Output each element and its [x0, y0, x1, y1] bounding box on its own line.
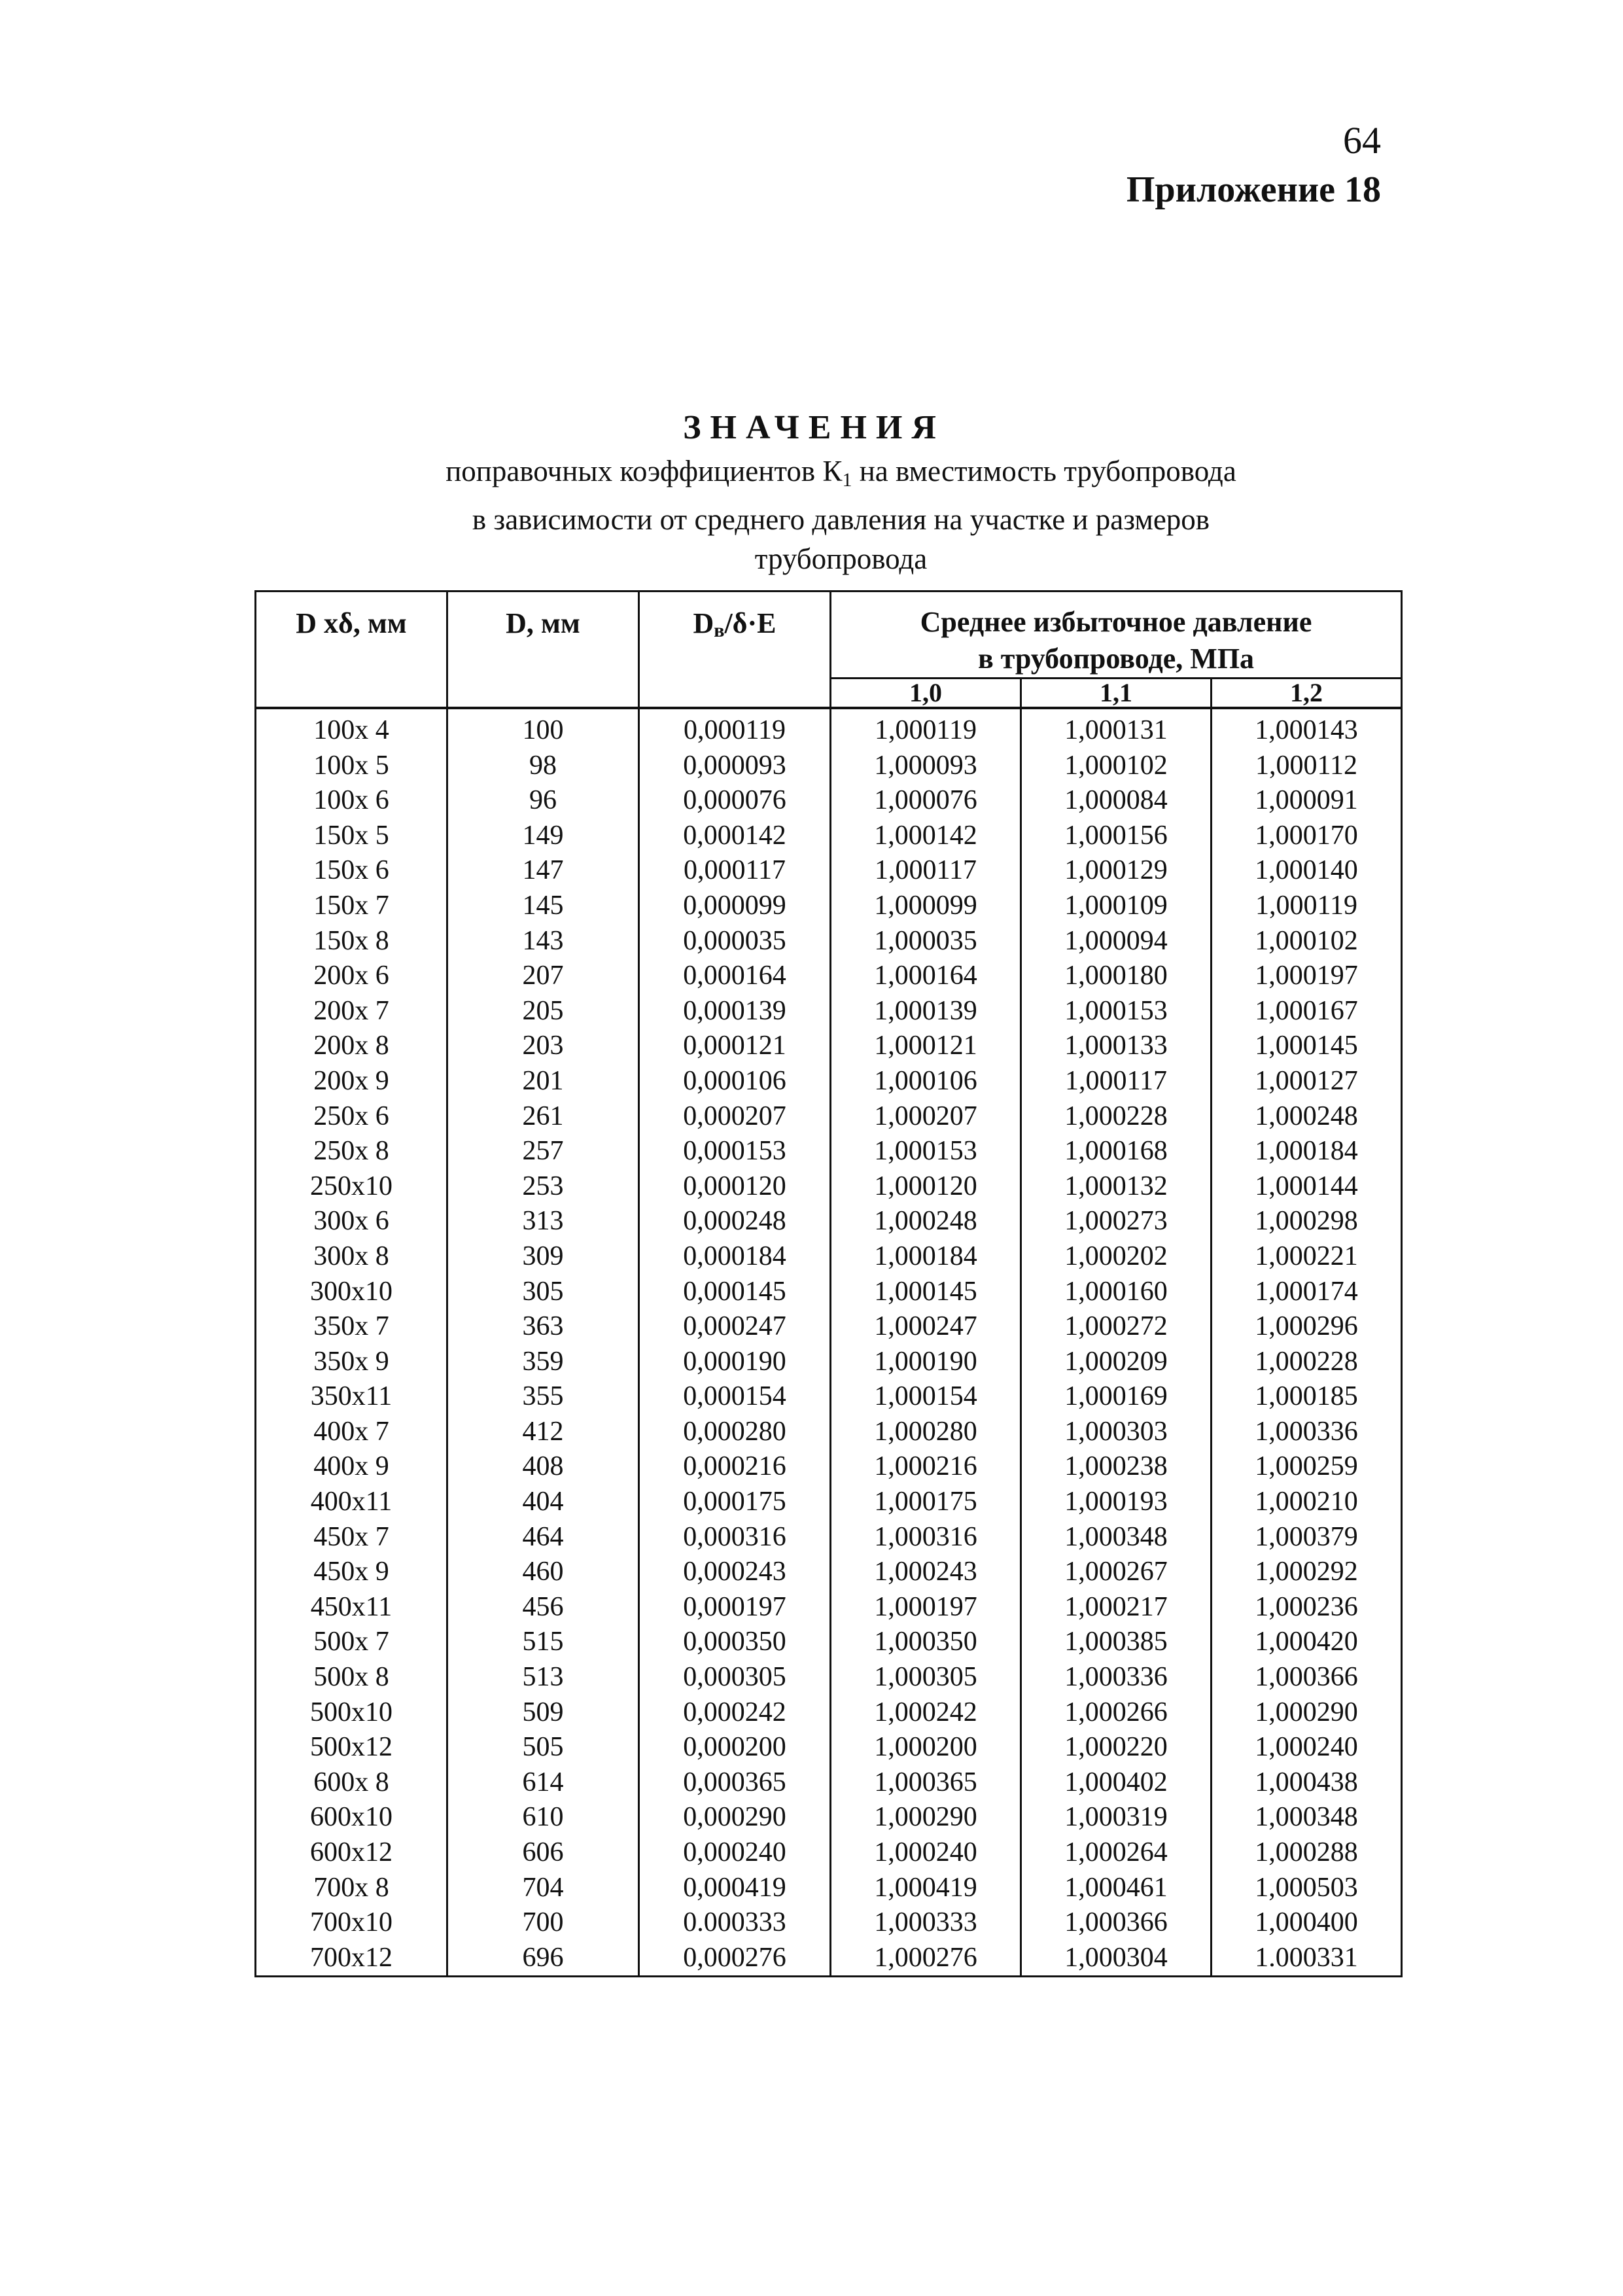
cell-ratio: 0,000139 — [639, 994, 831, 1029]
header-pressure-1-2: 1,2 — [1212, 679, 1402, 709]
cell-k-1-0: 1,000305 — [831, 1660, 1021, 1695]
cell-ratio: 0,000316 — [639, 1520, 831, 1555]
header-pressure-line1: Среднее избыточное давление — [920, 606, 1312, 638]
cell-d: 145 — [447, 889, 639, 924]
table-row — [256, 1239, 1402, 1275]
cell-k-1-0: 1,000093 — [831, 749, 1021, 784]
cell-k-1-1: 1,000304 — [1021, 1941, 1212, 1977]
table-row — [256, 853, 1402, 889]
table-row — [256, 1871, 1402, 1906]
cell-ratio: 0,000093 — [639, 749, 831, 784]
cell-k-1-2: 1,000144 — [1212, 1169, 1402, 1205]
table-row — [256, 1415, 1402, 1450]
header-dxs: D xδ, мм — [256, 592, 447, 709]
cell-k-1-0: 1,000243 — [831, 1555, 1021, 1590]
cell-d: 363 — [447, 1309, 639, 1345]
cell-k-1-0: 1,000175 — [831, 1485, 1021, 1520]
cell-k-1-2: 1,000290 — [1212, 1695, 1402, 1731]
cell-k-1-1: 1,000153 — [1021, 994, 1212, 1029]
cell-k-1-2: 1,000210 — [1212, 1485, 1402, 1520]
cell-ratio: 0,000106 — [639, 1064, 831, 1099]
cell-ratio: 0,000248 — [639, 1204, 831, 1239]
cell-ratio: 0,000142 — [639, 819, 831, 854]
cell-dxs: 500x 8 — [256, 1660, 447, 1695]
cell-ratio: 0,000145 — [639, 1275, 831, 1310]
cell-k-1-0: 1,000164 — [831, 959, 1021, 994]
cell-d: 515 — [447, 1625, 639, 1660]
cell-k-1-0: 1,000139 — [831, 994, 1021, 1029]
cell-d: 305 — [447, 1275, 639, 1310]
cell-dxs: 200x 7 — [256, 994, 447, 1029]
cell-k-1-2: 1,000236 — [1212, 1590, 1402, 1625]
cell-ratio: 0,000419 — [639, 1871, 831, 1906]
cell-d: 700 — [447, 1905, 639, 1941]
cell-k-1-0: 1,000197 — [831, 1590, 1021, 1625]
table-row — [256, 1800, 1402, 1835]
cell-ratio: 0,000153 — [639, 1134, 831, 1169]
cell-dxs: 150x 7 — [256, 889, 447, 924]
cell-k-1-1: 1,000319 — [1021, 1800, 1212, 1835]
cell-dxs: 250x 8 — [256, 1134, 447, 1169]
cell-ratio: 0,000121 — [639, 1029, 831, 1064]
cell-dxs: 200x 6 — [256, 959, 447, 994]
table-row — [256, 1099, 1402, 1135]
table-row — [256, 1835, 1402, 1871]
table-row — [256, 1345, 1402, 1380]
header-ratio-sub: в — [714, 620, 725, 641]
cell-ratio: 0,000247 — [639, 1309, 831, 1345]
cell-dxs: 100x 5 — [256, 749, 447, 784]
cell-d: 509 — [447, 1695, 639, 1731]
cell-dxs: 600x10 — [256, 1800, 447, 1835]
cell-ratio: 0,000350 — [639, 1625, 831, 1660]
cell-k-1-1: 1,000336 — [1021, 1660, 1212, 1695]
table-body — [256, 708, 1402, 1977]
cell-d: 412 — [447, 1415, 639, 1450]
header-ratio — [639, 592, 831, 709]
table-row — [256, 1520, 1402, 1555]
cell-dxs: 150x 5 — [256, 819, 447, 854]
cell-dxs: 700x12 — [256, 1941, 447, 1977]
cell-k-1-2: 1,000197 — [1212, 959, 1402, 994]
header-pressure-line2: в трубопроводе, МПа — [977, 643, 1255, 675]
cell-ratio: 0,000117 — [639, 853, 831, 889]
cell-k-1-1: 1,000180 — [1021, 959, 1212, 994]
cell-d: 147 — [447, 853, 639, 889]
cell-k-1-2: 1,000127 — [1212, 1064, 1402, 1099]
cell-k-1-2: 1,000292 — [1212, 1555, 1402, 1590]
cell-k-1-1: 1,000109 — [1021, 889, 1212, 924]
cell-k-1-0: 1,000035 — [831, 924, 1021, 959]
subtitle-line3: трубопровода — [754, 542, 928, 575]
cell-k-1-2: 1,000259 — [1212, 1449, 1402, 1485]
table-row — [256, 1275, 1402, 1310]
cell-d: 614 — [447, 1765, 639, 1801]
cell-dxs: 300x10 — [256, 1275, 447, 1310]
cell-k-1-1: 1,000366 — [1021, 1905, 1212, 1941]
table-row — [256, 994, 1402, 1029]
table-row — [256, 1590, 1402, 1625]
cell-dxs: 700x10 — [256, 1905, 447, 1941]
cell-k-1-0: 1,000145 — [831, 1275, 1021, 1310]
cell-k-1-1: 1,000117 — [1021, 1064, 1212, 1099]
cell-k-1-1: 1,000348 — [1021, 1520, 1212, 1555]
cell-k-1-1: 1,000267 — [1021, 1555, 1212, 1590]
cell-dxs: 150x 8 — [256, 924, 447, 959]
cell-k-1-2: 1,000184 — [1212, 1134, 1402, 1169]
table-row — [256, 1941, 1402, 1977]
table-row — [256, 1134, 1402, 1169]
cell-dxs: 400x 9 — [256, 1449, 447, 1485]
cell-dxs: 350x11 — [256, 1379, 447, 1415]
table-row — [256, 783, 1402, 819]
cell-k-1-1: 1,000168 — [1021, 1134, 1212, 1169]
cell-k-1-1: 1,000266 — [1021, 1695, 1212, 1731]
cell-dxs: 350x 7 — [256, 1309, 447, 1345]
cell-d: 513 — [447, 1660, 639, 1695]
cell-k-1-0: 1,000142 — [831, 819, 1021, 854]
cell-k-1-1: 1,000209 — [1021, 1345, 1212, 1380]
cell-d: 100 — [447, 708, 639, 749]
cell-k-1-2: 1,000228 — [1212, 1345, 1402, 1380]
cell-k-1-0: 1,000240 — [831, 1835, 1021, 1871]
cell-k-1-1: 1,000094 — [1021, 924, 1212, 959]
cell-k-1-2: 1,000185 — [1212, 1379, 1402, 1415]
subtitle-line1-pre: поправочных коэффициентов К — [445, 455, 843, 487]
header-pressure-1-0: 1,0 — [831, 679, 1021, 709]
cell-dxs: 250x 6 — [256, 1099, 447, 1135]
cell-k-1-0: 1,000119 — [831, 708, 1021, 749]
cell-d: 313 — [447, 1204, 639, 1239]
cell-dxs: 450x 9 — [256, 1555, 447, 1590]
cell-ratio: 0,000305 — [639, 1660, 831, 1695]
cell-dxs: 700x 8 — [256, 1871, 447, 1906]
cell-k-1-1: 1,000169 — [1021, 1379, 1212, 1415]
cell-d: 201 — [447, 1064, 639, 1099]
cell-dxs: 500x12 — [256, 1730, 447, 1765]
cell-k-1-0: 1,000207 — [831, 1099, 1021, 1135]
table-row — [256, 1309, 1402, 1345]
cell-d: 404 — [447, 1485, 639, 1520]
cell-k-1-0: 1,000106 — [831, 1064, 1021, 1099]
subtitle-line2: в зависимости от среднего давления на участке и размеров — [472, 503, 1210, 536]
cell-ratio: 0,000276 — [639, 1941, 831, 1977]
cell-dxs: 600x12 — [256, 1835, 447, 1871]
cell-k-1-2: 1,000400 — [1212, 1905, 1402, 1941]
header-d: D, мм — [447, 592, 639, 709]
cell-k-1-2: 1,000296 — [1212, 1309, 1402, 1345]
cell-k-1-1: 1,000193 — [1021, 1485, 1212, 1520]
cell-d: 205 — [447, 994, 639, 1029]
cell-k-1-1: 1,000217 — [1021, 1590, 1212, 1625]
cell-dxs: 100x 4 — [256, 708, 447, 749]
table-row — [256, 708, 1402, 749]
cell-d: 464 — [447, 1520, 639, 1555]
table-row — [256, 889, 1402, 924]
cell-k-1-0: 1,000184 — [831, 1239, 1021, 1275]
cell-k-1-1: 1,000202 — [1021, 1239, 1212, 1275]
cell-d: 309 — [447, 1239, 639, 1275]
cell-ratio: 0,000164 — [639, 959, 831, 994]
cell-k-1-2: 1,000336 — [1212, 1415, 1402, 1450]
appendix-label: Приложение 18 — [1126, 169, 1381, 210]
cell-k-1-1: 1,000160 — [1021, 1275, 1212, 1310]
cell-ratio: 0,000365 — [639, 1765, 831, 1801]
cell-ratio: 0,000243 — [639, 1555, 831, 1590]
cell-k-1-2: 1,000248 — [1212, 1099, 1402, 1135]
table-row — [256, 959, 1402, 994]
cell-d: 143 — [447, 924, 639, 959]
table-row — [256, 1379, 1402, 1415]
cell-ratio: 0,000120 — [639, 1169, 831, 1205]
title-block — [0, 404, 1623, 578]
cell-d: 257 — [447, 1134, 639, 1169]
cell-k-1-2: 1,000102 — [1212, 924, 1402, 959]
cell-dxs: 500x10 — [256, 1695, 447, 1731]
cell-ratio: 0,000099 — [639, 889, 831, 924]
cell-k-1-0: 1,000216 — [831, 1449, 1021, 1485]
cell-d: 696 — [447, 1941, 639, 1977]
document-subtitle — [292, 451, 1332, 578]
cell-k-1-1: 1,000228 — [1021, 1099, 1212, 1135]
cell-k-1-1: 1,000264 — [1021, 1835, 1212, 1871]
cell-k-1-1: 1,000102 — [1021, 749, 1212, 784]
cell-k-1-2: 1,000288 — [1212, 1835, 1402, 1871]
header-ratio-pre: D — [693, 607, 714, 639]
cell-dxs: 400x11 — [256, 1485, 447, 1520]
cell-k-1-2: 1.000331 — [1212, 1941, 1402, 1977]
cell-k-1-0: 1,000365 — [831, 1765, 1021, 1801]
cell-k-1-0: 1,000248 — [831, 1204, 1021, 1239]
cell-k-1-0: 1,000153 — [831, 1134, 1021, 1169]
document-title: ЗНАЧЕНИЯ — [683, 409, 945, 446]
cell-dxs: 450x11 — [256, 1590, 447, 1625]
cell-d: 261 — [447, 1099, 639, 1135]
cell-d: 355 — [447, 1379, 639, 1415]
cell-k-1-2: 1,000143 — [1212, 708, 1402, 749]
cell-ratio: 0,000190 — [639, 1345, 831, 1380]
cell-d: 505 — [447, 1730, 639, 1765]
cell-ratio: 0,000184 — [639, 1239, 831, 1275]
cell-d: 408 — [447, 1449, 639, 1485]
header-ratio-post: /δ·E — [724, 607, 777, 639]
cell-dxs: 350x 9 — [256, 1345, 447, 1380]
table-row — [256, 1169, 1402, 1205]
subtitle-subscript: 1 — [842, 469, 852, 491]
cell-k-1-2: 1,000348 — [1212, 1800, 1402, 1835]
cell-d: 704 — [447, 1871, 639, 1906]
cell-ratio: 0,000290 — [639, 1800, 831, 1835]
cell-dxs: 500x 7 — [256, 1625, 447, 1660]
cell-k-1-0: 1,000154 — [831, 1379, 1021, 1415]
cell-ratio: 0.000333 — [639, 1905, 831, 1941]
cell-dxs: 450x 7 — [256, 1520, 447, 1555]
cell-k-1-0: 1,000190 — [831, 1345, 1021, 1380]
cell-k-1-2: 1,000298 — [1212, 1204, 1402, 1239]
cell-k-1-2: 1,000366 — [1212, 1660, 1402, 1695]
cell-d: 610 — [447, 1800, 639, 1835]
cell-d: 456 — [447, 1590, 639, 1625]
table-row — [256, 1449, 1402, 1485]
cell-ratio: 0,000154 — [639, 1379, 831, 1415]
cell-dxs: 100x 6 — [256, 783, 447, 819]
subtitle-line1-post: на вместимость трубопровода — [852, 455, 1236, 487]
cell-k-1-0: 1,000333 — [831, 1905, 1021, 1941]
cell-k-1-1: 1,000129 — [1021, 853, 1212, 889]
table-row — [256, 1695, 1402, 1731]
cell-k-1-2: 1,000174 — [1212, 1275, 1402, 1310]
cell-d: 96 — [447, 783, 639, 819]
cell-ratio: 0,000280 — [639, 1415, 831, 1450]
table-row — [256, 819, 1402, 854]
coefficients-table — [254, 590, 1403, 1977]
page-number: 64 — [1343, 119, 1381, 162]
cell-k-1-1: 1,000303 — [1021, 1415, 1212, 1450]
cell-k-1-2: 1,000112 — [1212, 749, 1402, 784]
cell-ratio: 0,000216 — [639, 1449, 831, 1485]
cell-k-1-1: 1,000402 — [1021, 1765, 1212, 1801]
cell-d: 149 — [447, 819, 639, 854]
cell-k-1-0: 1,000117 — [831, 853, 1021, 889]
cell-k-1-1: 1,000156 — [1021, 819, 1212, 854]
cell-k-1-2: 1,000379 — [1212, 1520, 1402, 1555]
table-row — [256, 1905, 1402, 1941]
table-row — [256, 1485, 1402, 1520]
cell-k-1-1: 1,000131 — [1021, 708, 1212, 749]
table-row — [256, 1555, 1402, 1590]
cell-dxs: 300x 6 — [256, 1204, 447, 1239]
header-pressure-group — [831, 592, 1402, 679]
cell-k-1-1: 1,000461 — [1021, 1871, 1212, 1906]
cell-d: 460 — [447, 1555, 639, 1590]
cell-k-1-2: 1,000438 — [1212, 1765, 1402, 1801]
cell-k-1-2: 1,000420 — [1212, 1625, 1402, 1660]
cell-k-1-1: 1,000238 — [1021, 1449, 1212, 1485]
cell-ratio: 0,000200 — [639, 1730, 831, 1765]
cell-k-1-1: 1,000220 — [1021, 1730, 1212, 1765]
cell-d: 253 — [447, 1169, 639, 1205]
cell-ratio: 0,000119 — [639, 708, 831, 749]
cell-k-1-0: 1,000290 — [831, 1800, 1021, 1835]
cell-dxs: 300x 8 — [256, 1239, 447, 1275]
cell-ratio: 0,000242 — [639, 1695, 831, 1731]
cell-ratio: 0,000035 — [639, 924, 831, 959]
table-row — [256, 749, 1402, 784]
cell-k-1-0: 1,000121 — [831, 1029, 1021, 1064]
cell-ratio: 0,000197 — [639, 1590, 831, 1625]
cell-k-1-0: 1,000419 — [831, 1871, 1021, 1906]
cell-k-1-1: 1,000133 — [1021, 1029, 1212, 1064]
table-row — [256, 924, 1402, 959]
cell-d: 606 — [447, 1835, 639, 1871]
table-row — [256, 1730, 1402, 1765]
table-row — [256, 1625, 1402, 1660]
cell-k-1-2: 1,000091 — [1212, 783, 1402, 819]
table-row — [256, 1204, 1402, 1239]
cell-k-1-2: 1,000221 — [1212, 1239, 1402, 1275]
cell-k-1-0: 1,000076 — [831, 783, 1021, 819]
cell-k-1-1: 1,000132 — [1021, 1169, 1212, 1205]
cell-d: 98 — [447, 749, 639, 784]
cell-k-1-1: 1,000084 — [1021, 783, 1212, 819]
cell-ratio: 0,000175 — [639, 1485, 831, 1520]
cell-k-1-2: 1,000167 — [1212, 994, 1402, 1029]
cell-k-1-1: 1,000385 — [1021, 1625, 1212, 1660]
table-row — [256, 1765, 1402, 1801]
table-row — [256, 1660, 1402, 1695]
cell-dxs: 600x 8 — [256, 1765, 447, 1801]
header-pressure-1-1: 1,1 — [1021, 679, 1212, 709]
cell-k-1-0: 1,000247 — [831, 1309, 1021, 1345]
cell-k-1-2: 1,000170 — [1212, 819, 1402, 854]
cell-k-1-0: 1,000200 — [831, 1730, 1021, 1765]
cell-d: 207 — [447, 959, 639, 994]
cell-k-1-0: 1,000280 — [831, 1415, 1021, 1450]
cell-d: 359 — [447, 1345, 639, 1380]
cell-dxs: 200x 8 — [256, 1029, 447, 1064]
cell-k-1-0: 1,000316 — [831, 1520, 1021, 1555]
cell-dxs: 150x 6 — [256, 853, 447, 889]
cell-d: 203 — [447, 1029, 639, 1064]
cell-k-1-2: 1,000145 — [1212, 1029, 1402, 1064]
table-row — [256, 1064, 1402, 1099]
cell-k-1-2: 1,000119 — [1212, 889, 1402, 924]
cell-k-1-0: 1,000350 — [831, 1625, 1021, 1660]
cell-k-1-1: 1,000272 — [1021, 1309, 1212, 1345]
cell-k-1-0: 1,000099 — [831, 889, 1021, 924]
cell-dxs: 400x 7 — [256, 1415, 447, 1450]
cell-k-1-0: 1,000242 — [831, 1695, 1021, 1731]
cell-ratio: 0,000207 — [639, 1099, 831, 1135]
cell-ratio: 0,000076 — [639, 783, 831, 819]
cell-k-1-2: 1,000140 — [1212, 853, 1402, 889]
cell-k-1-0: 1,000120 — [831, 1169, 1021, 1205]
cell-k-1-2: 1,000503 — [1212, 1871, 1402, 1906]
table-row — [256, 1029, 1402, 1064]
cell-ratio: 0,000240 — [639, 1835, 831, 1871]
cell-k-1-2: 1,000240 — [1212, 1730, 1402, 1765]
cell-k-1-0: 1,000276 — [831, 1941, 1021, 1977]
cell-dxs: 250x10 — [256, 1169, 447, 1205]
cell-k-1-1: 1,000273 — [1021, 1204, 1212, 1239]
cell-dxs: 200x 9 — [256, 1064, 447, 1099]
